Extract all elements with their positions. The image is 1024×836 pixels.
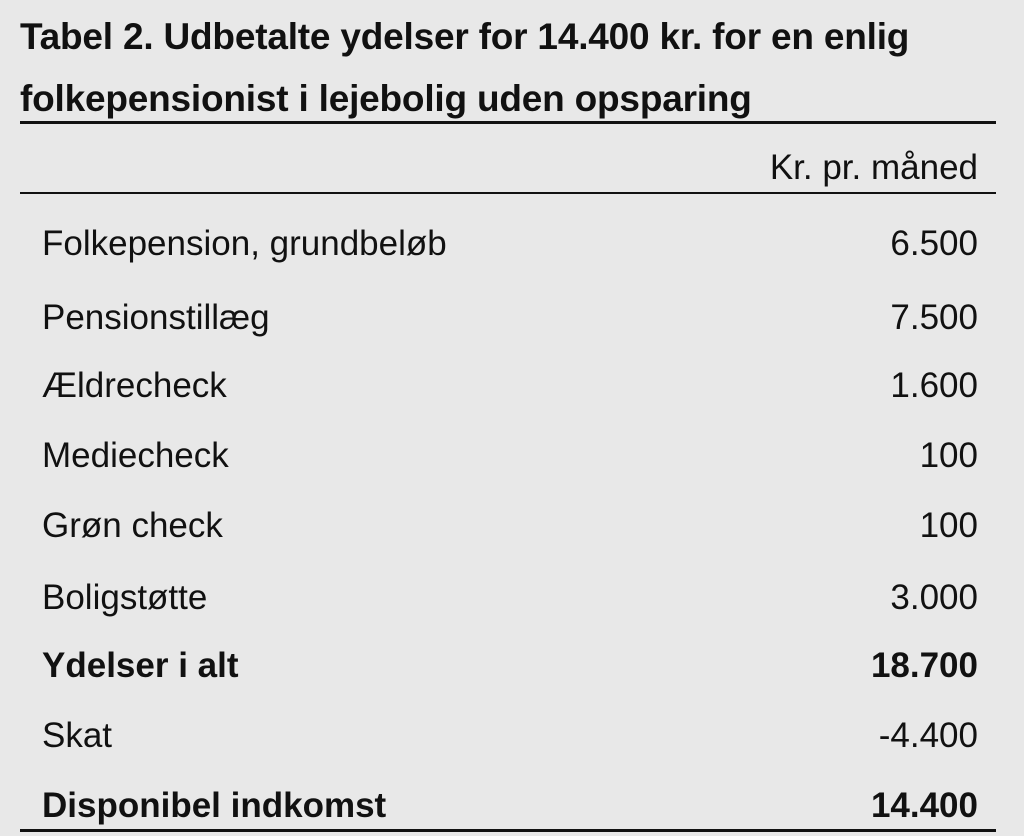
row-value: 100: [919, 506, 978, 545]
table-row: [42, 432, 978, 480]
header-rule: [20, 192, 996, 194]
row-value: 100: [919, 436, 978, 475]
row-value: 14.400: [870, 786, 978, 825]
table-title: [20, 6, 1010, 130]
row-label: Folkepension, grundbeløb: [42, 224, 447, 263]
row-label: Disponibel indkomst: [42, 786, 387, 825]
row-value: 18.700: [870, 646, 978, 685]
table-row: [42, 294, 978, 342]
table-title-line-2: folkepensionist i lejebolig uden opsparing: [20, 78, 752, 119]
table-row: [42, 220, 978, 268]
row-value: 1.600: [890, 366, 978, 405]
row-label: Grøn check: [42, 506, 223, 545]
table-row: [42, 502, 978, 550]
row-label: Ydelser i alt: [42, 646, 239, 685]
column-header: Kr. pr. måned: [769, 148, 978, 187]
table-row: [42, 362, 978, 410]
row-value: 3.000: [890, 578, 978, 617]
row-value: 7.500: [890, 298, 978, 337]
row-value: -4.400: [878, 716, 978, 755]
row-value: 6.500: [890, 224, 978, 263]
bottom-rule: [20, 829, 996, 832]
table-row: [42, 574, 978, 622]
table-row-total: [42, 782, 978, 830]
row-label: Mediecheck: [42, 436, 229, 475]
table-title-line-1: Tabel 2. Udbetalte ydelser for 14.400 kr. for en enlig: [20, 16, 910, 57]
top-rule: [20, 121, 996, 124]
table-row-subtotal: [42, 642, 978, 690]
table-row: [42, 712, 978, 760]
row-label: Boligstøtte: [42, 578, 208, 617]
row-label: Pensionstillæg: [42, 298, 270, 337]
row-label: Ældrecheck: [42, 366, 227, 405]
row-label: Skat: [42, 716, 113, 755]
